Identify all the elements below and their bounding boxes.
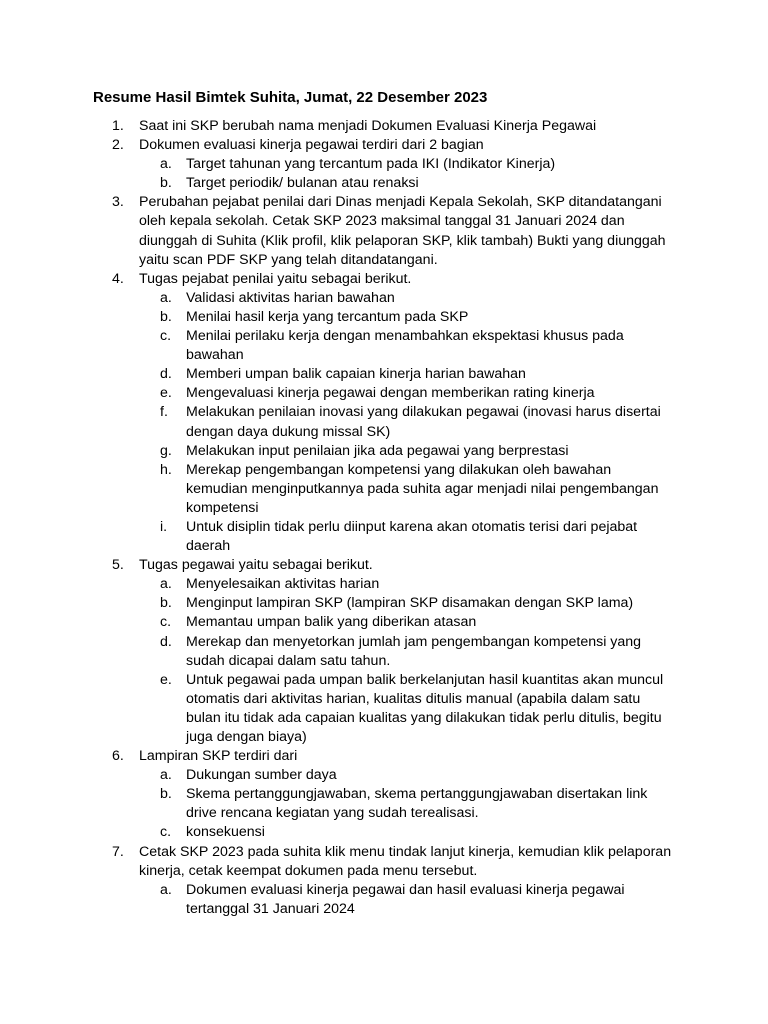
sub-list-item-text: Melakukan penilaian inovasi yang dilakukan pegawai (inovasi harus disertai dengan daya dukung missal SK) [186,404,661,440]
sub-list-item-letter: a. [160,576,172,593]
sub-list-item [0,633,674,671]
sub-list-item-letter: f. [160,404,168,421]
list-item [0,556,674,575]
sub-list-item-text: Skema pertanggungjawaban, skema pertanggungjawaban disertakan link drive rencana kegiatan yang sudah terealisasi. [186,786,648,822]
sub-list-item-text: Dukungan sumber daya [186,767,337,784]
list-item-text: Saat ini SKP berubah nama menjadi Dokumen Evaluasi Kinerja Pegawai [139,118,597,134]
sub-list-item-text: Menginput lampiran SKP (lampiran SKP disamakan dengan SKP lama) [186,595,634,612]
list-item-text: Dokumen evaluasi kinerja pegawai terdiri dari 2 bagian [139,137,484,154]
sub-list-item [0,766,674,785]
sub-list-item [0,289,674,308]
list-item-text: Tugas pejabat penilai yaitu sebagai berikut. [139,270,412,287]
sub-list-item-letter: a. [160,156,172,173]
document-body [0,117,768,919]
sub-list-item-letter: a. [160,881,172,898]
sub-list-item-letter: i. [160,518,168,535]
sub-list-item [0,671,674,747]
sub-list-item-text: Target tahunan yang tercantum pada IKI (Indikator Kinerja) [186,156,556,173]
sub-list-item-text: Memantau umpan balik yang diberikan atasan [186,614,477,631]
page-title: Resume Hasil Bimtek Suhita, Jumat, 22 Desember 2023 [93,89,488,106]
list-item-number: 5. [112,557,124,574]
sub-list-item-text: Menyelesaikan aktivitas harian [186,576,380,593]
list-item-number: 7. [112,843,124,860]
sub-list-item-text: konsekuensi [186,824,265,841]
sub-list-item-letter: b. [160,308,172,325]
list-item [0,193,674,269]
list-item [0,117,674,136]
list-item-number: 3. [112,194,124,211]
sub-list-item [0,518,674,556]
sub-list-item [0,881,674,919]
sub-list-item-text: Memberi umpan balik capaian kinerja harian bawahan [186,366,526,383]
list-item-text: Lampiran SKP terdiri dari [139,748,298,765]
sub-list-item-text: Dokumen evaluasi kinerja pegawai dan hasil evaluasi kinerja pegawai tertanggal 31 Januari 2024 [186,881,625,917]
sub-list-item-letter: g. [160,442,172,459]
sub-list-item [0,155,674,174]
list-item-number: 1. [112,118,124,134]
sub-list-item [0,174,674,193]
sub-list-item-text: Target periodik/ bulanan atau renaksi [186,175,419,192]
sub-list-item-letter: b. [160,175,172,192]
sub-list-item-text: Menilai perilaku kerja dengan menambahkan ekspektasi khusus pada bawahan [186,328,624,364]
sub-list-item-letter: c. [160,824,172,841]
sub-list-item-text: Merekap dan menyetorkan jumlah jam pengembangan kompetensi yang sudah dicapai dalam satu tahun. [186,633,642,669]
list-item-text: Cetak SKP 2023 pada suhita klik menu tindak lanjut kinerja, kemudian klik pelaporan kinerja, cetak keempat dokumen pada menu tersebut. [139,843,672,879]
sub-list-item [0,327,674,365]
sub-list-item [0,575,674,594]
sub-list-item-letter: e. [160,671,172,688]
list-item-number: 4. [112,270,124,287]
sub-list-item [0,308,674,327]
sub-list-item [0,823,674,842]
sub-list-item-text: Merekap pengembangan kompetensi yang dilakukan oleh bawahan kemudian menginputkannya pada suhita agar menjadi nilai pengembangan kompetensi [186,461,659,516]
sub-list-item [0,365,674,384]
sub-list-item-letter: b. [160,786,172,803]
sub-list-item-letter: d. [160,366,172,383]
sub-list-item-text: Menilai hasil kerja yang tercantum pada SKP [186,308,469,325]
sub-list-item [0,384,674,403]
sub-list-item-letter: b. [160,595,172,612]
sub-list-item-letter: e. [160,385,172,402]
sub-list-item [0,442,674,461]
list-item-number: 6. [112,748,124,765]
sub-list-item [0,785,674,823]
sub-list-item-letter: a. [160,289,172,306]
sub-list-item-text: Mengevaluasi kinerja pegawai dengan memberikan rating kinerja [186,385,595,402]
sub-list-item [0,594,674,613]
list-item-text: Perubahan pejabat penilai dari Dinas menjadi Kepala Sekolah, SKP ditandatangani oleh kepala sekolah. Cetak SKP 2023 maksimal tanggal 31 Januari 2024 dan diunggah di Suhita (Klik profil, klik pelaporan SKP, klik tambah) Bukti yang diunggah yaitu scan PDF SKP yang telah ditandatangani. [139,194,666,268]
list-item [0,136,674,155]
numbered-list [0,117,768,919]
list-item [0,270,674,289]
sub-list-item-letter: d. [160,633,172,650]
sub-list-item [0,461,674,518]
sub-list-item-letter: a. [160,767,172,784]
sub-list-item-text: Validasi aktivitas harian bawahan [186,289,395,306]
list-item [0,843,674,881]
list-item [0,747,674,766]
sub-list-item-letter: h. [160,461,172,478]
sub-list-item-text: Untuk pegawai pada umpan balik berkelanjutan hasil kuantitas akan muncul otomatis dari aktivitas harian, kualitas ditulis manual (apabila dalam satu bulan itu tidak ada capaian kualitas yang dilakukan tidak perlu ditulis, begitu juga dengan biaya) [186,671,664,745]
sub-list-item-text: Melakukan input penilaian jika ada pegawai yang berprestasi [186,442,569,459]
list-item-text: Tugas pegawai yaitu sebagai berikut. [139,557,373,574]
list-item-number: 2. [112,137,124,154]
sub-list-item-text: Untuk disiplin tidak perlu diinput karena akan otomatis terisi dari pejabat daerah [186,518,638,555]
sub-list-item-letter: c. [160,328,172,345]
sub-list-item [0,403,674,441]
sub-list-item-letter: c. [160,614,172,631]
sub-list-item [0,613,674,632]
